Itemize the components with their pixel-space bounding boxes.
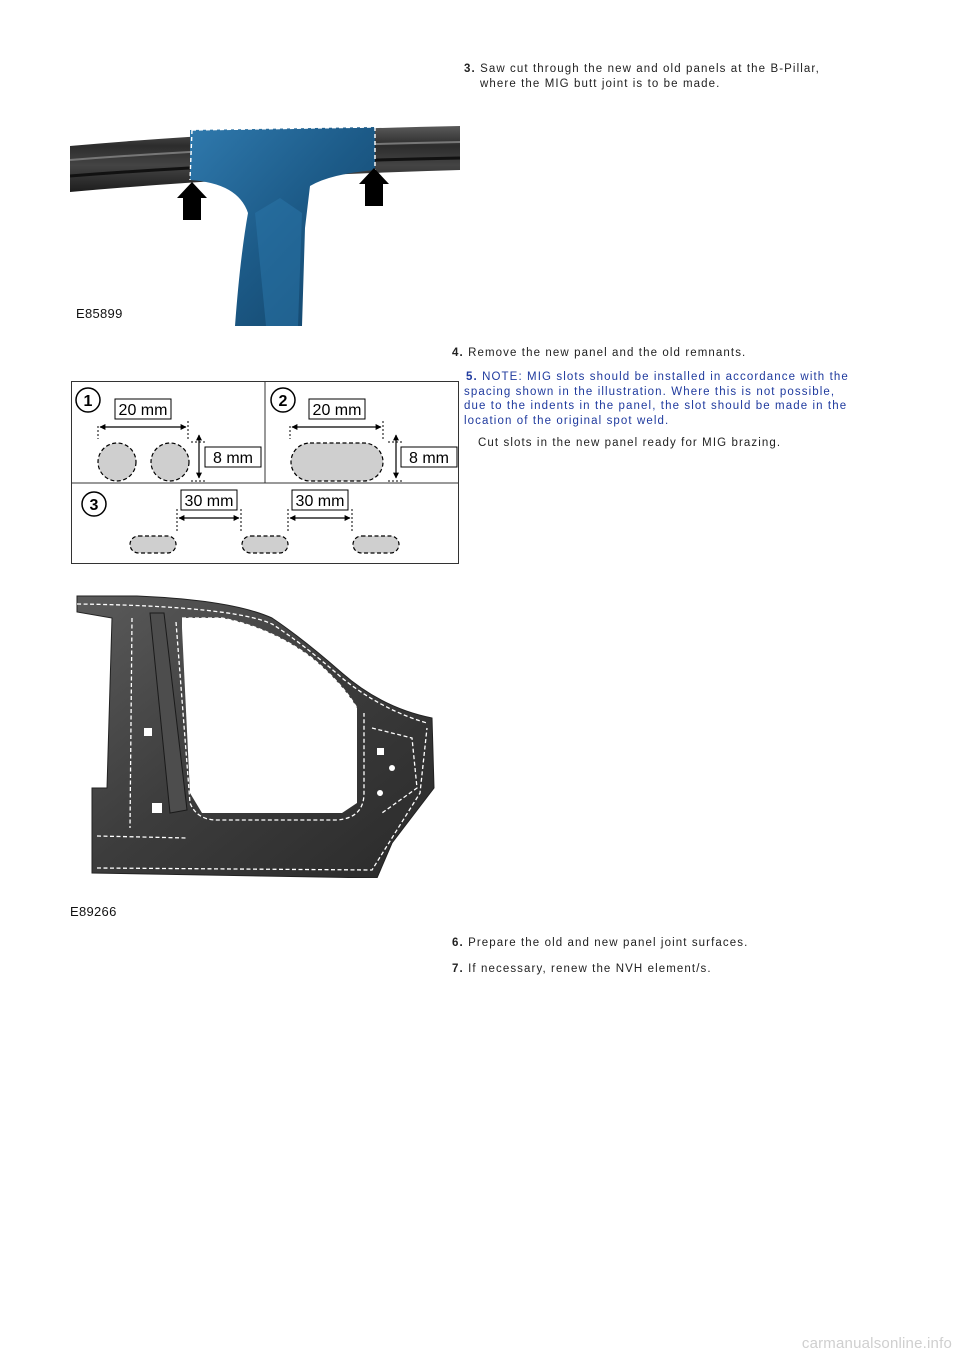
- figure-label: E85899: [76, 306, 123, 321]
- panel-2-number: 2: [278, 393, 288, 410]
- note-text-1: NOTE: MIG slots should be installed in accordance with the: [482, 371, 849, 383]
- body-side-panel-illustration: [72, 588, 442, 878]
- b-pillar-cut-illustration: [70, 118, 460, 326]
- step-4: [452, 346, 746, 361]
- figure-label: E89266: [70, 904, 117, 919]
- step-6: [452, 936, 748, 951]
- note-block: [464, 370, 849, 428]
- panel-3-spacing-b: 30 mm: [295, 493, 345, 510]
- step-7: [452, 962, 712, 977]
- step-number: 3.: [464, 63, 476, 75]
- note-text-3: due to the indents in the panel, the slot should be made in the: [464, 400, 848, 412]
- note-text-4: location of the original spot weld.: [464, 414, 670, 427]
- panel-2-height: 8 mm: [409, 450, 449, 467]
- step-text: Saw cut through the new and old panels at the B-Pillar,: [480, 63, 820, 75]
- mig-slot-spacing-illustration: [71, 381, 460, 565]
- step-text: Prepare the old and new panel joint surfaces.: [468, 937, 749, 949]
- panel-1-height: 8 mm: [213, 450, 253, 467]
- step-text: If necessary, renew the NVH element/s.: [468, 963, 712, 975]
- step-number: 4.: [452, 347, 464, 359]
- note-text-2: spacing shown in the illustration. Where this is not possible,: [464, 385, 836, 398]
- step-5: [464, 370, 849, 451]
- step-3: [464, 62, 820, 91]
- step-text-cont: where the MIG butt joint is to be made.: [480, 77, 721, 90]
- panel-3-number: 3: [89, 497, 99, 514]
- panel-1-number: 1: [83, 393, 93, 410]
- panel-1-spacing: 20 mm: [118, 402, 168, 419]
- step-number: 5.: [466, 371, 478, 383]
- watermark: carmanualsonline.info: [801, 1335, 952, 1352]
- panel-2-spacing: 20 mm: [312, 402, 362, 419]
- step-text: Cut slots in the new panel ready for MIG brazing.: [478, 437, 782, 449]
- step-number: 6.: [452, 937, 464, 949]
- step-number: 7.: [452, 963, 464, 975]
- step-text: Remove the new panel and the old remnants.: [468, 347, 747, 359]
- panel-3-spacing-a: 30 mm: [184, 493, 234, 510]
